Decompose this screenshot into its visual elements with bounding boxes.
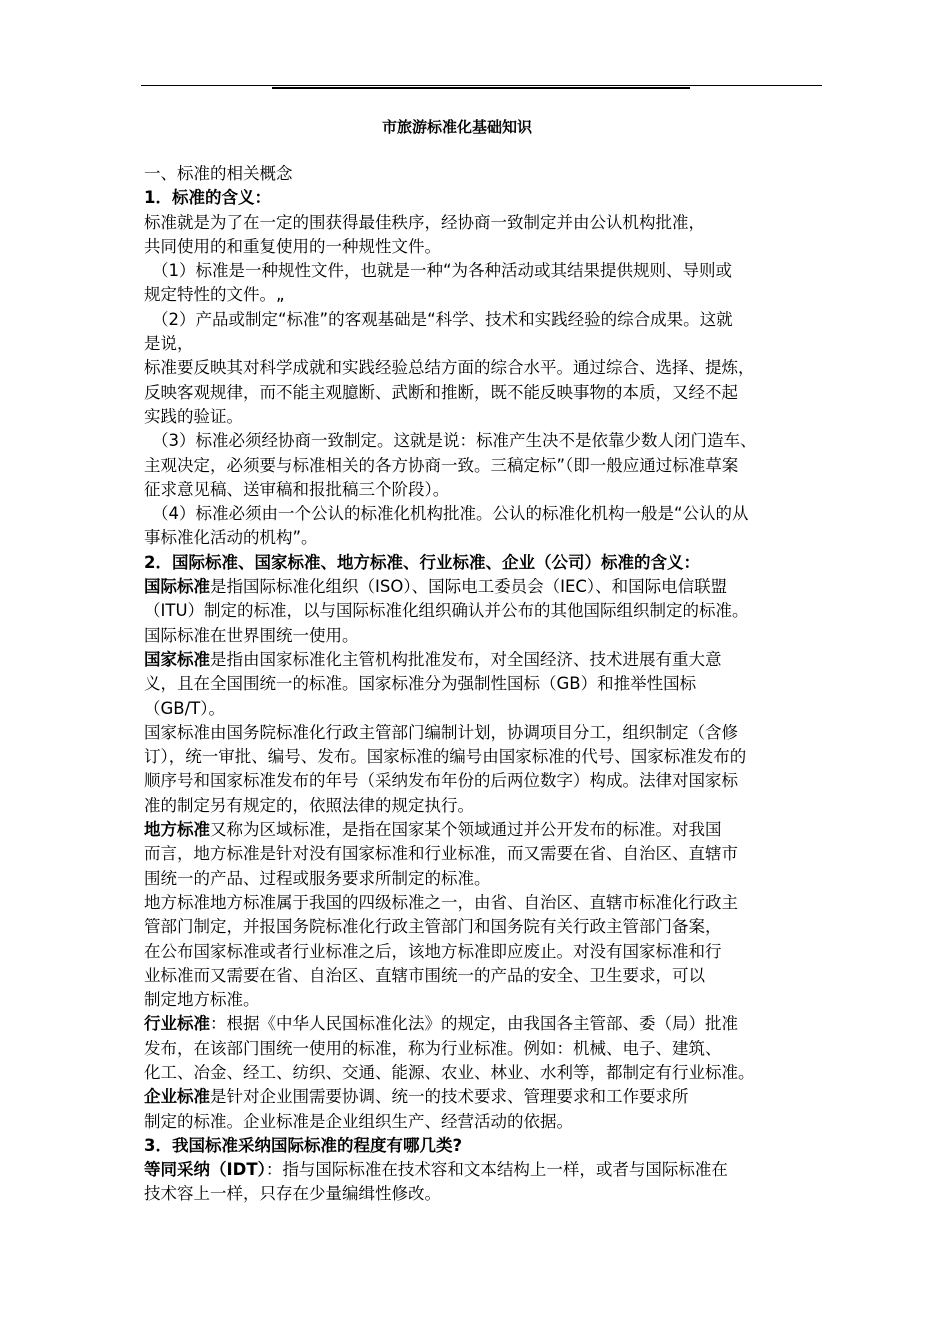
paragraph-line: 而言，地方标准是针对没有国家标准和行业标准，而又需要在省、自治区、直辖市 [144, 844, 738, 864]
paragraph-line: 反映客观规律，而不能主观臆断、武断和推断，既不能反映事物的本质，又经不起 [144, 382, 738, 402]
paragraph-line: 事标准化活动的机构”。 [144, 528, 318, 548]
question-heading-2: 2．国际标准、国家标准、地方标准、行业标准、企业（公司）标准的含义： [144, 552, 700, 572]
paragraph-line: 围统一的产品、过程或服务要求所制定的标准。 [144, 868, 491, 888]
question-heading-3: 3．我国标准采纳国际标准的程度有哪几类? [144, 1135, 463, 1155]
paragraph-line: 管部门制定，并报国务院标准化行政主管部门和国务院有关行政主管部门备案， [144, 917, 722, 937]
paragraph-line: （3）标准必须经协商一致制定。这就是说：标准产生决不是依靠少数人闭门造车、 [152, 431, 757, 451]
paragraph-line: 顺序号和国家标准发布的年号（采纳发布年份的后两位数字）构成。法律对国家标 [144, 771, 738, 791]
paragraph-line: （2）产品或制定“标准”的客观基础是“科学、技术和实践经验的综合成果。这就 [152, 309, 733, 329]
term-local-standard: 地方标准 [144, 820, 210, 840]
paragraph-line: 准的制定另有规定的，依照法律的规定执行。 [144, 795, 474, 815]
paragraph-line: 征求意见稿、送审稿和报批稿三个阶段）。 [144, 479, 450, 499]
header-rule-thin [141, 85, 822, 86]
paragraph-line: 订），统一审批、编号、发布。国家标准的编号由国家标准的代号、国家标准发布的 [144, 747, 747, 767]
term-industry-standard: 行业标准 [144, 1014, 210, 1034]
paragraph-line: 制定的标准。企业标准是企业组织生产、经营活动的依据。 [144, 1111, 573, 1131]
paragraph-line: 国际标准在世界围统一使用。 [144, 625, 359, 645]
paragraph-line: （ITU）制定的标准，以与国际标准化组织确认并公布的其他国际组织制定的标准。 [144, 601, 749, 621]
paragraph-line: 又称为区域标准，是指在国家某个领域通过并公开发布的标准。对我国 [210, 820, 722, 840]
paragraph-line: 义，且在全国围统一的标准。国家标准分为强制性国标（GB）和推举性国标 [144, 674, 697, 694]
paragraph-line: （4）标准必须由一个公认的标准化机构批准。公认的标准化机构一般是“公认的从 [152, 504, 749, 524]
paragraph-line: 业标准而又需要在省、自治区、直辖市围统一的产品的安全、卫生要求，可以 [144, 965, 705, 985]
section-heading: 一、标准的相关概念 [144, 164, 293, 183]
paragraph-line: 实践的验证。 [144, 406, 243, 426]
paragraph-line: 在公布国家标准或者行业标准之后，该地方标准即应废止。对没有国家标准和行 [144, 941, 722, 961]
paragraph-line: 地方标准地方标准属于我国的四级标准之一，由省、自治区、直辖市标准化行政主 [144, 892, 738, 912]
paragraph-line: 主观决定，必须要与标准相关的各方协商一致。三稿定标”（即一般应通过标准草案 [144, 455, 739, 475]
document-title: 市旅游标准化基础知识 [381, 118, 532, 136]
paragraph-line: 是针对企业围需要协调、统一的技术要求、管理要求和工作要求所 [210, 1087, 689, 1107]
paragraph-line: 标准要反映其对科学成就和实践经验总结方面的综合水平。通过综合、选择、提炼， [144, 358, 755, 378]
paragraph-line: 是指由国家标准化主管机构批准发布，对全国经济、技术进展有重大意 [210, 649, 722, 669]
paragraph-line: 是指国际标准化组织（ISO）、国际电工委员会（IEC）、和国际电信联盟 [210, 577, 728, 597]
question-heading-1: 1．标准的含义： [144, 188, 271, 208]
paragraph-line: 化工、冶金、经工、纺织、交通、能源、农业、林业、水利等，都制定有行业标准。 [144, 1062, 755, 1082]
header-rule-thick [272, 87, 690, 89]
term-idt: 等同采纳（IDT） [144, 1160, 266, 1180]
paragraph-line: 技术容上一样，只存在少量编缉性修改。 [144, 1184, 441, 1204]
paragraph-line: 标准就是为了在一定的围获得最佳秩序，经协商一致制定并由公认机构批准， [144, 212, 705, 232]
paragraph-line: ：根据《中华人民国标准化法》的规定，由我国各主管部、委（局）批准 [210, 1014, 738, 1034]
term-international-standard: 国际标准 [144, 577, 210, 597]
term-national-standard: 国家标准 [144, 649, 210, 669]
paragraph-line: 是说， [144, 334, 194, 354]
paragraph-line: （GB/T）。 [144, 698, 225, 718]
paragraph-line: 规定特性的文件。„ [144, 285, 285, 305]
paragraph-line: 国家标准由国务院标准化行政主管部门编制计划，协调项目分工，组织制定（含修 [144, 722, 738, 742]
paragraph-line: 制定地方标准。 [144, 990, 260, 1010]
paragraph-line: ：指与国际标准在技术容和文本结构上一样，或者与国际标准在 [265, 1160, 728, 1180]
paragraph-line: 发布，在该部门围统一使用的标准，称为行业标准。例如：机械、电子、建筑、 [144, 1038, 722, 1058]
term-enterprise-standard: 企业标准 [144, 1087, 210, 1107]
paragraph-line: （1）标准是一种规性文件，也就是一种“为各种活动或其结果提供规则、导则或 [152, 261, 733, 281]
paragraph-line: 共同使用的和重复使用的一种规性文件。 [144, 236, 441, 256]
document-body [144, 162, 856, 1207]
